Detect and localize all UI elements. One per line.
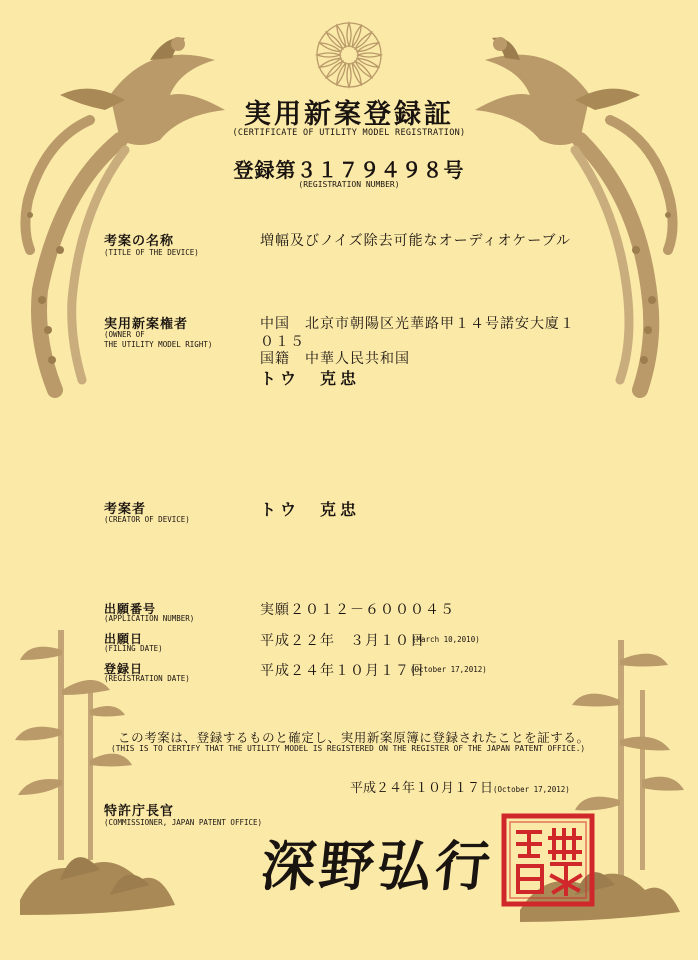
certification-date xyxy=(350,777,570,796)
registration-date-label: 登録日 xyxy=(104,662,144,676)
filing-date-value-en: (March 10,2010) xyxy=(412,635,480,644)
official-seal-icon xyxy=(500,812,596,908)
filing-date-label-en: (FILING DATE) xyxy=(104,644,163,653)
owner-label-en-2: THE UTILITY MODEL RIGHT) xyxy=(104,340,213,349)
certification-statement-en: (THIS IS TO CERTIFY THAT THE UTILITY MODEL IS REGISTERED ON THE REGISTER OF THE JAPAN PATENT OFFICE.) xyxy=(111,744,586,753)
owner-nationality: 国籍 中華人民共和国 xyxy=(260,351,410,367)
phoenix-right-icon xyxy=(475,37,673,390)
commissioner-title-en: (COMMISSIONER, JAPAN PATENT OFFICE) xyxy=(104,818,263,827)
chrysanthemum-crest-icon xyxy=(317,23,381,87)
certificate-title: 実用新案登録証 xyxy=(244,99,454,130)
device-title-label-en: (TITLE OF THE DEVICE) xyxy=(104,248,199,257)
application-number-value: 実願２０１２－６０００４５ xyxy=(260,602,455,618)
certification-date-en: (October 17,2012) xyxy=(493,785,570,794)
registration-date-value: 平成２４年１０月１７日 xyxy=(260,663,425,679)
device-title-label: 考案の名称 xyxy=(104,234,175,249)
owner-label-en-1: (OWNER OF xyxy=(104,330,145,339)
commissioner-title: 特許庁長官 xyxy=(104,804,175,819)
owner-address-line-1: 中国 北京市朝陽区光華路甲１４号諾安大廈１ xyxy=(260,316,575,332)
registration-number-en: (REGISTRATION NUMBER) xyxy=(298,180,400,189)
creator-label: 考案者 xyxy=(104,502,147,517)
certification-statement: この考案は、登録するものと確定し、実用新案原簿に登録されたことを証する。 xyxy=(118,730,590,745)
owner-name: トウ 克忠 xyxy=(260,369,361,388)
application-number-label: 出願番号 xyxy=(104,602,157,616)
device-title-value: 増幅及びノイズ除去可能なオーディオケーブル xyxy=(260,233,571,249)
bamboo-left-icon xyxy=(15,630,175,915)
registration-date-label-en: (REGISTRATION DATE) xyxy=(104,674,190,683)
commissioner-signature: 深野弘行 xyxy=(258,834,497,898)
application-number-label-en: (APPLICATION NUMBER) xyxy=(104,614,195,623)
registration-date-value-en: (October 17,2012) xyxy=(410,665,487,674)
filing-date-label: 出願日 xyxy=(104,632,144,646)
creator-name: トウ 克忠 xyxy=(260,500,361,519)
owner-label: 実用新案権者 xyxy=(104,317,189,332)
registration-number: 登録第３１７９４９８号 xyxy=(233,158,465,182)
owner-address-line-2: ０１５ xyxy=(260,334,305,350)
certification-date-ja: 平成２４年１０月１７日 xyxy=(350,781,494,796)
creator-label-en: (CREATOR OF DEVICE) xyxy=(104,515,190,524)
filing-date-value: 平成２２年 ３月１０日 xyxy=(260,633,425,649)
certificate-title-en: (CERTIFICATE OF UTILITY MODEL REGISTRATION) xyxy=(232,128,466,138)
